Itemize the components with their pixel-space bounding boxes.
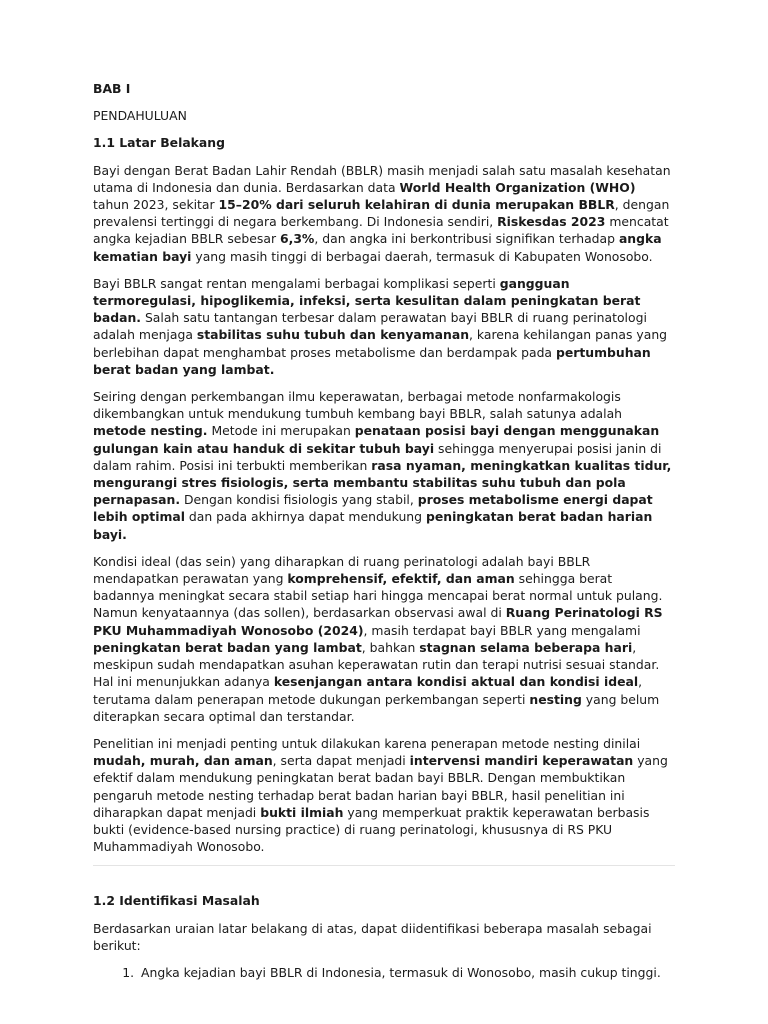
text-run: Dengan kondisi fisiologis yang stabil,: [180, 492, 418, 508]
bold-text: metode nesting.: [93, 423, 208, 439]
text-run: dan pada akhirnya dapat mendukung: [184, 509, 426, 525]
bold-text: bukti ilmiah: [260, 804, 344, 820]
body-paragraph: [93, 735, 675, 855]
text-run: yang efektif dalam mendukung peningkatan berat badan bayi BBLR. Dengan membuktikan pengaruh metode nesting terhadap berat badan harian bayi BBLR, hasil penelitian ini diharapkan dapat menjadi: [93, 753, 668, 820]
section-intro: Berdasarkan uraian latar belakang di atas, dapat diidentifikasi beberapa masalah sebagai berikut:: [93, 920, 652, 953]
bold-text: mudah, murah, dan aman: [93, 753, 273, 769]
text-run: Salah satu tantangan terbesar dalam perawatan bayi BBLR di ruang perinatologi adalah menjaga: [93, 310, 647, 343]
text-run: , dan angka ini berkontribusi signifikan terhadap: [314, 231, 619, 247]
bold-text: nesting: [529, 691, 582, 707]
bold-text: Riskesdas 2023: [497, 214, 606, 230]
section-heading-latar-belakang: 1.1 Latar Belakang: [93, 135, 225, 151]
bold-text: angka kematian bayi: [93, 231, 662, 264]
section-heading-identifikasi-masalah: 1.2 Identifikasi Masalah: [93, 893, 260, 909]
text-run: , meskipun sudah mendapatkan asuhan keperawatan rutin dan terapi nutrisi sesuai standar. Hal ini menunjukkan adanya: [93, 639, 660, 690]
text-run: mencatat angka kejadian BBLR sebesar: [93, 214, 669, 247]
document-page: [93, 80, 675, 981]
text-run: , masih terdapat bayi BBLR yang mengalami: [363, 622, 641, 638]
text-run: Bayi dengan Berat Badan Lahir Rendah (BBLR) masih menjadi salah satu masalah kesehatan utama di Indonesia dan dunia. Berdasarkan data: [93, 162, 671, 195]
text-run: Penelitian ini menjadi penting untuk dilakukan karena penerapan metode nesting dinilai: [93, 735, 641, 751]
body-paragraph: [93, 275, 675, 378]
bold-text: penataan posisi bayi dengan menggunakan gulungan kain atau handuk di sekitar tubuh bayi: [93, 423, 660, 456]
text-run: , terutama dalam penerapan metode dukungan perkembangan seperti: [93, 674, 643, 707]
text-run: yang belum diterapkan secara optimal dan terstandar.: [93, 691, 660, 724]
bold-text: rasa nyaman, meningkatkan kualitas tidur, mengurangi stres fisiologis, serta membantu stabilitas suhu tubuh dan pola pernapasan.: [93, 457, 672, 508]
problem-item: 1. Angka kejadian bayi BBLR di Indonesia, termasuk di Wonosobo, masih cukup tinggi.: [138, 964, 675, 981]
text-run: yang memperkuat praktik keperawatan berbasis bukti (evidence-based nursing practice) di ruang perinatologi, khususnya di RS PKU Muhammadiyah Wonosobo.: [93, 804, 650, 855]
bold-text: peningkatan berat badan harian bayi.: [93, 509, 653, 542]
text-run: yang masih tinggi di berbagai daerah, termasuk di Kabupaten Wonosobo.: [191, 248, 653, 264]
section-divider: [93, 865, 675, 866]
chapter-label: BAB I: [93, 81, 131, 96]
text-run: Kondisi ideal (das sein) yang diharapkan di ruang perinatologi adalah bayi BBLR mendapatkan perawatan yang: [93, 553, 591, 587]
bold-text: Ruang Perinatologi RS PKU Muhammadiyah Wonosobo (2024): [93, 605, 663, 638]
bold-text: peningkatan berat badan yang lambat: [93, 639, 362, 655]
text-run: tahun 2023, sekitar: [93, 197, 219, 213]
bold-text: gangguan termoregulasi, hipoglikemia, infeksi, serta kesulitan dalam peningkatan berat badan.: [93, 275, 641, 326]
text-run: sehingga berat badannya meningkat secara stabil setiap hari hingga mencapai berat normal untuk pulang. Namun kenyataannya (das sollen), berdasarkan observasi awal di: [93, 571, 663, 621]
text-run: , serta dapat menjadi: [272, 753, 410, 769]
bold-text: World Health Organization (WHO): [399, 179, 636, 195]
bold-text: stabilitas suhu tubuh dan kenyamanan: [196, 327, 470, 343]
text-run: , bahkan: [361, 639, 420, 655]
problem-list: [93, 964, 675, 981]
background-paragraphs: [93, 162, 675, 856]
chapter-title: PENDAHULUAN: [93, 108, 187, 124]
body-paragraph: [93, 553, 675, 725]
bold-text: komprehensif, efektif, dan aman: [287, 571, 515, 587]
text-run: , karena kehilangan panas yang berlebihan dapat menghambat proses metabolisme dan berdampak pada: [93, 327, 668, 360]
bold-text: intervensi mandiri keperawatan: [409, 753, 634, 769]
text-run: sehingga menyerupai posisi janin di dalam rahim. Posisi ini terbukti memberikan: [93, 440, 662, 473]
bold-text: pertumbuhan berat badan yang lambat.: [93, 344, 651, 377]
bold-text: kesenjangan antara kondisi aktual dan kondisi ideal: [273, 674, 639, 690]
bold-text: stagnan selama beberapa hari: [419, 639, 633, 655]
body-paragraph: [93, 162, 675, 265]
bold-text: 6,3%: [279, 231, 315, 247]
bold-text: 15–20% dari seluruh kelahiran di dunia merupakan BBLR: [218, 197, 615, 213]
text-run: Bayi BBLR sangat rentan mengalami berbagai komplikasi seperti: [93, 275, 500, 291]
text-run: , dengan prevalensi tertinggi di negara berkembang. Di Indonesia sendiri,: [93, 197, 670, 230]
text-run: Metode ini merupakan: [207, 423, 355, 439]
text-run: Seiring dengan perkembangan ilmu keperawatan, berbagai metode nonfarmakologis dikembangkan untuk mendukung tumbuh kembang bayi BBLR, salah satunya adalah: [93, 389, 623, 422]
bold-text: proses metabolisme energi dapat lebih optimal: [93, 492, 653, 525]
body-paragraph: [93, 388, 675, 543]
